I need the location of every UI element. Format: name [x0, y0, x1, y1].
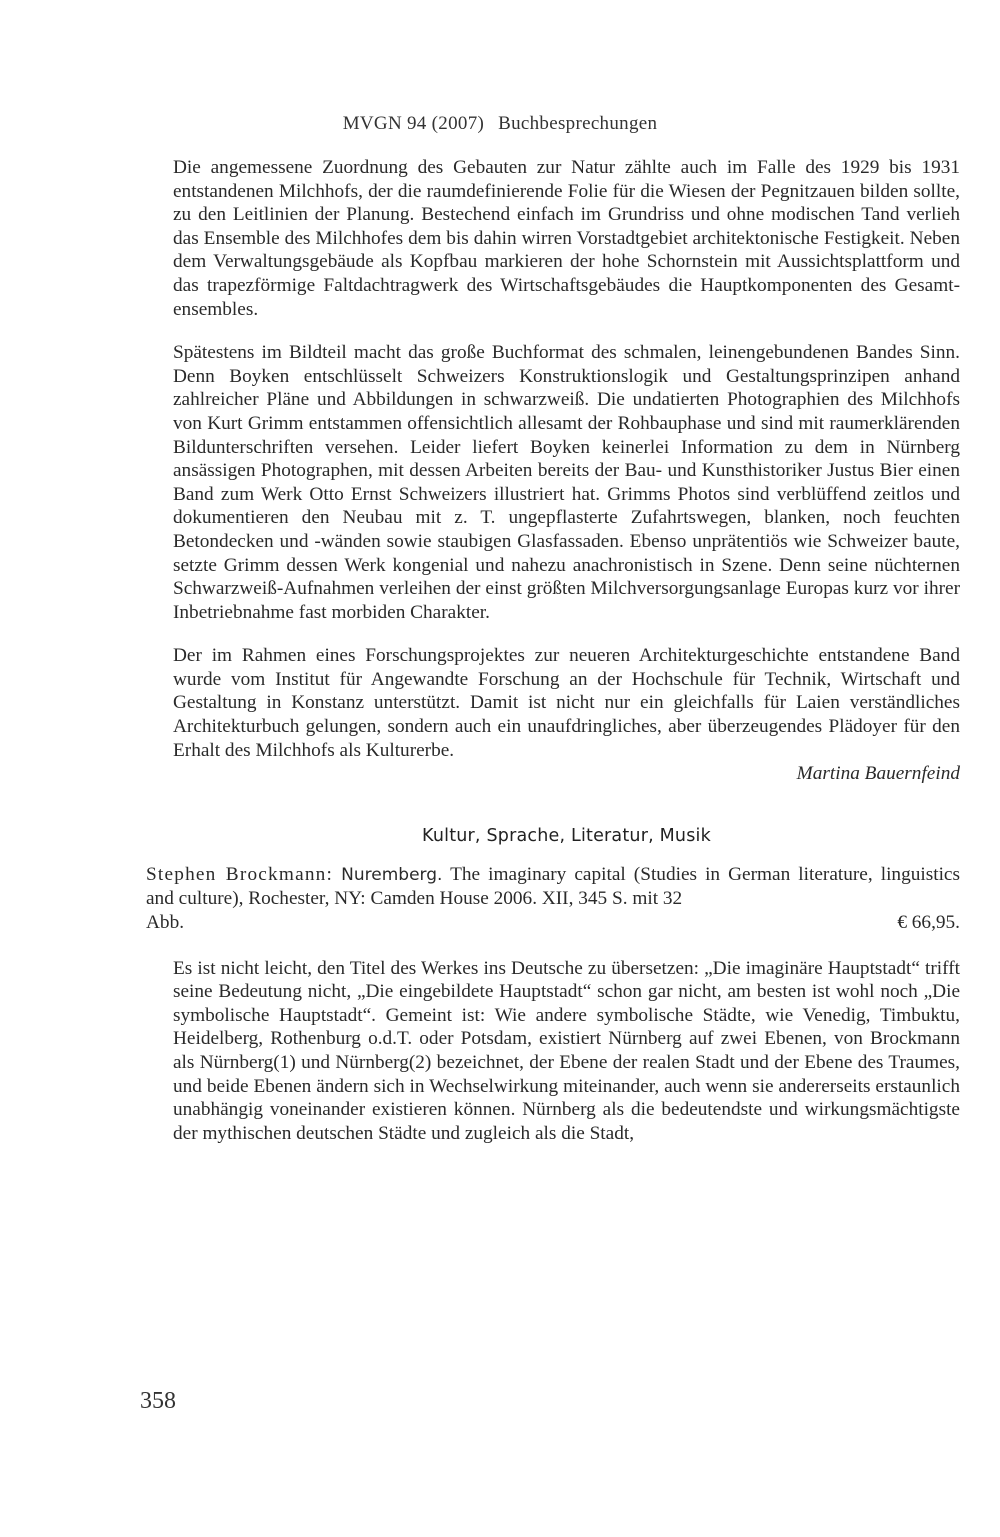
section-title: Buchbesprechungen	[498, 113, 658, 134]
book-author: Stephen Brockmann:	[146, 863, 334, 885]
bibliographic-price-line	[146, 911, 960, 935]
bibliographic-entry	[146, 863, 960, 911]
book-price: € 66,95.	[897, 912, 960, 934]
book-illustrations: Abb.	[146, 912, 185, 934]
book-title: Nuremberg.	[341, 864, 443, 885]
journal-reference: MVGN 94 (2007)	[342, 113, 485, 134]
section-heading: Kultur, Sprache, Literatur, Musik	[422, 825, 711, 846]
review-paragraph: Der im Rahmen eines Forschungsprojektes zur neueren Architekturgeschichte entstandene Band wurde vom Institut für Angewandte Forschung an der Hochschule für Technik, Wirtschaft und Gestaltung in Konstanz unterstützt. Damit ist nicht nur ein gleichfalls für Laien verständliches Architekturbuch gelungen, sondern auch ein unaufdringliches, aber überzeugendes Plädoyer für den Erhalt des Milchhofs als Kulturerbe.	[173, 645, 960, 761]
main-text	[146, 156, 960, 1145]
running-head	[0, 113, 1000, 135]
review-author: Martina Bauernfeind	[796, 763, 960, 785]
page-number: 358	[140, 1388, 176, 1414]
review-paragraph: Die angemessene Zuordnung des Gebauten zur Natur zählte auch im Falle des 1929 bis 1931 entstandenen Milchhofs, der die raumdefinierende Folie für die Wiesen der Pegnitzauen bilden sollte, zu den Leitlinien der Planung. Bestechend einfach im Grundriss und ohne modischen Tand verlieh das Ensemble des Milchhofes dem bis dahin wirren Vorstadtgebiet architektonische Festigkeit. Neben dem Verwaltungsgebäude als Kopfbau markieren der hohe Schornstein mit Aussichtsplattform und das trapezförmige Faltdachtragwerk des Wirtschaftsgebäudes die Hauptkomponenten des Gesamtensembles.	[173, 157, 960, 320]
review-paragraph: Spätestens im Bildteil macht das große Buchformat des schmalen, leinengebundenen Bandes Sinn. Denn Boyken entschlüsselt Schweizers Konstruktionslogik und Gestaltungsprinzipen anhand zahlreicher Pläne und Abbildungen in schwarzweiß. Die undatierten Photographien des Milchhofs von Kurt Grimm entstammen offensichtlich allesamt der Rohbauphase und sind mit raumerklärenden Bildunterschriften versehen. Leider liefert Boyken keinerlei Information zu dem in Nürnberg ansässigen Photographen, mit dessen Arbeiten bereits der Bau- und Kunsthistoriker Justus Bier einen Band zum Werk Otto Ernst Schweizers illustriert hat. Grimms Photos sind verblüffend zeitlos und dokumentieren den Neubau mit z. T. ungepflasterte Zufahrtswegen, blanken, noch feuchten Betondecken und -wänden sowie staubigen Glasfassaden. Ebenso unprätentiös wie Schweizer baute, setzte Grimm dessen Werk kongenial und nahezu anachronistisch in Szene. Denn seine nüchternen Schwarzweiß-Aufnahmen verleihen der einst größten Milchversorgungsanlage Europas kurz vor ihrer Inbetriebnahme fast morbiden Charakter.	[173, 342, 960, 623]
book-details: The imaginary capital (Studies in German literature, linguistics and culture), Rochester, NY: Camden House 2006. XII, 345 S. mit 32	[146, 863, 960, 910]
review-paragraph: Es ist nicht leicht, den Titel des Werkes ins Deutsche zu übersetzen: „Die imaginäre Hauptstadt“ trifft seine Bedeutung nicht, „Die eingebildete Hauptstadt“ schon gar nicht, am besten ist wohl noch „Die symbolische Hauptstadt“. Gemeint ist: Wie andere symbolische Städte, wie Venedig, Timbuktu, Heidelberg, Rothenburg o.d.T. oder Potsdam, existiert Nürnberg auf zwei Ebenen, von Brockmann als Nürnberg(1) und Nürnberg(2) bezeichnet, der Ebene der realen Stadt und der Ebene des Traumes, und beide Ebenen ändern sich in Wechselwirkung miteinander, auch wenn sie andererseits erstaunlich unabhängig voneinander existieren können. Nürnberg als die bedeutendste und wirkungsmächtigste der mythischen deutschen Städte und zugleich als die Stadt,	[173, 957, 960, 1144]
